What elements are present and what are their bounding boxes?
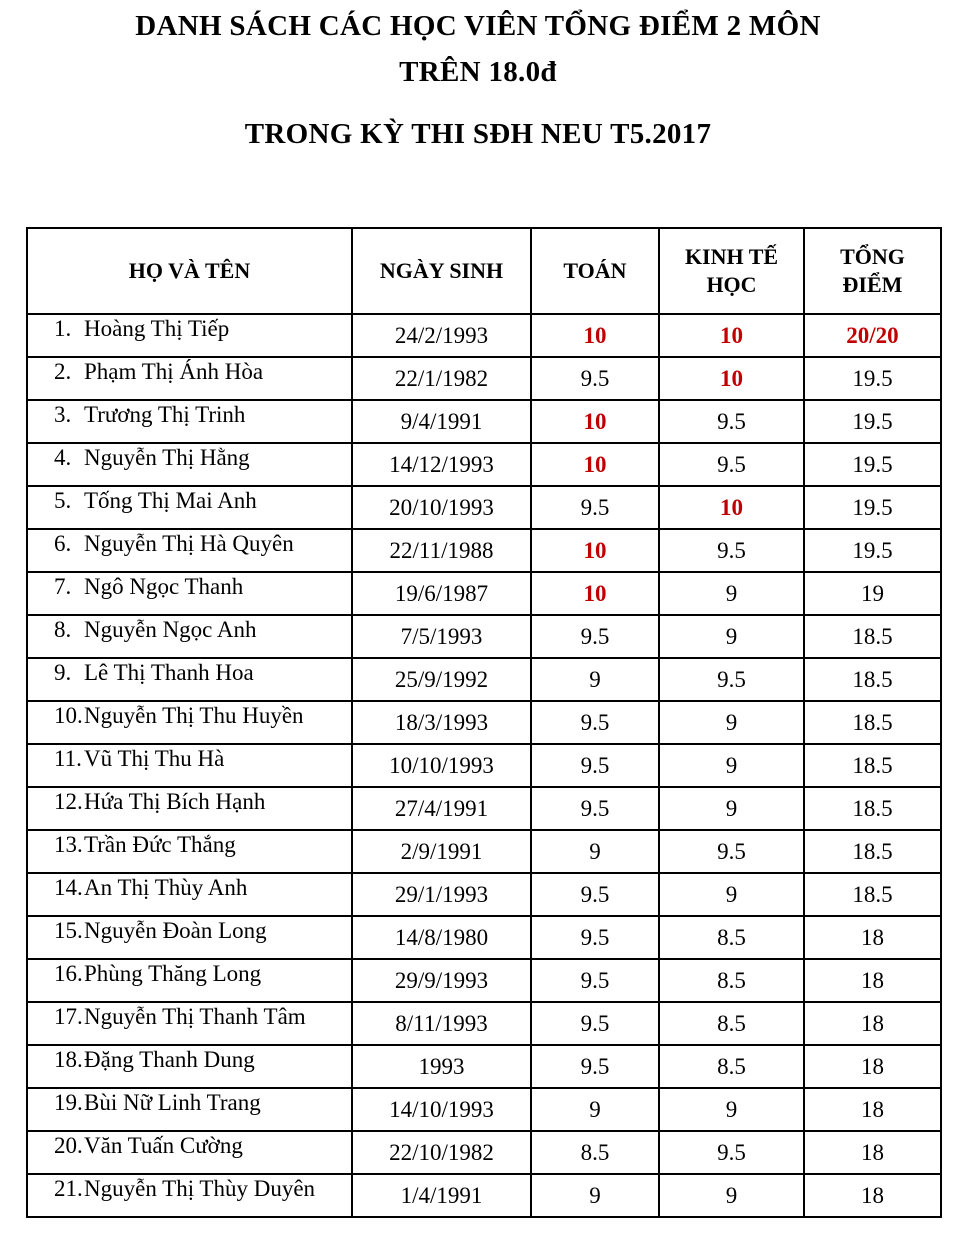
cell-dob (352, 744, 531, 787)
total-score: 18.5 (852, 752, 893, 778)
cell-name (27, 615, 352, 658)
cell-dob (352, 400, 531, 443)
cell-name (27, 830, 352, 873)
dob-value: 14/8/1980 (394, 924, 489, 950)
cell-econ (659, 658, 804, 701)
math-score: 9 (589, 838, 601, 864)
table-row (27, 830, 941, 873)
row-number: 7. (54, 574, 72, 599)
header-econ-line1: KINH TẾ (684, 244, 779, 269)
dob-value: 24/2/1993 (394, 322, 489, 348)
math-score: 9.5 (580, 623, 610, 649)
math-score: 9.5 (580, 1010, 610, 1036)
total-score: 18.5 (852, 881, 893, 907)
dob-value: 18/3/1993 (394, 709, 489, 735)
cell-math (531, 1131, 659, 1174)
header-name: HỌ VÀ TÊN (27, 228, 352, 314)
total-score: 18 (861, 924, 884, 950)
cell-name (27, 959, 352, 1002)
row-number: 20. (54, 1133, 83, 1158)
row-number: 3. (54, 402, 72, 427)
math-score: 9.5 (580, 881, 610, 907)
cell-name (27, 314, 352, 357)
cell-econ (659, 400, 804, 443)
cell-econ (659, 787, 804, 830)
cell-name (27, 1045, 352, 1088)
table-row (27, 357, 941, 400)
cell-math (531, 787, 659, 830)
student-name: Lê Thị Thanh Hoa (84, 660, 254, 685)
cell-total (804, 959, 941, 1002)
header-econ (659, 228, 804, 314)
student-name: Phùng Thăng Long (84, 961, 262, 986)
cell-econ (659, 1131, 804, 1174)
cell-econ (659, 314, 804, 357)
cell-name (27, 658, 352, 701)
cell-total (804, 357, 941, 400)
econ-score: 8.5 (717, 967, 746, 993)
cell-econ (659, 1088, 804, 1131)
table-row (27, 486, 941, 529)
row-number: 17. (54, 1004, 83, 1029)
cell-dob (352, 615, 531, 658)
cell-econ (659, 443, 804, 486)
math-score: 9.5 (580, 795, 610, 821)
total-score: 18 (861, 1096, 884, 1122)
row-number: 8. (54, 617, 72, 642)
student-name: Trương Thị Trinh (84, 402, 246, 427)
math-score: 9.5 (580, 752, 610, 778)
dob-value: 2/9/1991 (400, 838, 483, 864)
row-number: 4. (54, 445, 72, 470)
row-number: 19. (54, 1090, 83, 1115)
total-score: 18 (861, 967, 884, 993)
cell-math (531, 701, 659, 744)
econ-score: 9 (725, 709, 738, 735)
cell-name (27, 916, 352, 959)
cell-total (804, 830, 941, 873)
dob-value: 29/9/1993 (394, 967, 489, 993)
student-name: Nguyễn Đoàn Long (84, 918, 267, 943)
cell-dob (352, 959, 531, 1002)
student-name: An Thị Thùy Anh (84, 875, 248, 900)
table-row (27, 314, 941, 357)
cell-total (804, 744, 941, 787)
cell-math (531, 744, 659, 787)
math-score: 10 (583, 580, 607, 606)
table-row (27, 787, 941, 830)
cell-name (27, 400, 352, 443)
econ-score: 8.5 (717, 924, 746, 950)
table-row (27, 615, 941, 658)
row-number: 11. (54, 746, 82, 771)
total-score: 18 (861, 1182, 884, 1208)
cell-total (804, 572, 941, 615)
table-row (27, 529, 941, 572)
row-number: 14. (54, 875, 83, 900)
math-score: 9 (589, 666, 601, 692)
cell-total (804, 1174, 941, 1217)
econ-score: 10 (720, 494, 743, 520)
cell-dob (352, 314, 531, 357)
total-score: 18 (861, 1139, 884, 1165)
cell-name (27, 1131, 352, 1174)
cell-total (804, 529, 941, 572)
math-score: 10 (583, 537, 607, 563)
student-name: Nguyễn Thị Thanh Tâm (84, 1004, 306, 1029)
table-row (27, 744, 941, 787)
total-score: 19 (861, 580, 884, 606)
student-name: Nguyễn Thị Thùy Duyên (84, 1176, 316, 1201)
row-number: 2. (54, 359, 72, 384)
dob-value: 1993 (418, 1053, 465, 1079)
cell-dob (352, 529, 531, 572)
header-econ-line2: HỌC (706, 272, 757, 297)
cell-name (27, 529, 352, 572)
math-score: 10 (583, 322, 607, 348)
row-number: 21. (54, 1176, 83, 1201)
cell-math (531, 873, 659, 916)
cell-econ (659, 1174, 804, 1217)
math-score: 9 (589, 1182, 601, 1208)
cell-name (27, 873, 352, 916)
dob-value: 22/1/1982 (394, 365, 489, 391)
student-name: Hoàng Thị Tiếp (84, 316, 230, 341)
cell-math (531, 572, 659, 615)
student-name: Nguyễn Ngọc Anh (84, 617, 257, 642)
dob-value: 20/10/1993 (389, 494, 494, 520)
row-number: 10. (54, 703, 83, 728)
cell-total (804, 615, 941, 658)
math-score: 9.5 (580, 924, 610, 950)
cell-math (531, 959, 659, 1002)
cell-total (804, 873, 941, 916)
cell-dob (352, 443, 531, 486)
total-score: 18 (861, 1010, 884, 1036)
dob-value: 9/4/1991 (400, 408, 483, 434)
table-row (27, 658, 941, 701)
econ-score: 9 (725, 1096, 738, 1122)
cell-dob (352, 357, 531, 400)
cell-econ (659, 1002, 804, 1045)
cell-econ (659, 572, 804, 615)
total-score: 19.5 (852, 537, 893, 563)
dob-value: 27/4/1991 (394, 795, 489, 821)
student-name: Bùi Nữ Linh Trang (84, 1090, 261, 1115)
cell-math (531, 615, 659, 658)
econ-score: 9.5 (717, 666, 746, 692)
table-row (27, 1088, 941, 1131)
student-name: Vũ Thị Thu Hà (84, 746, 225, 771)
cell-math (531, 357, 659, 400)
math-score: 9.5 (580, 967, 610, 993)
dob-value: 29/1/1993 (394, 881, 489, 907)
table-row (27, 443, 941, 486)
cell-total (804, 1002, 941, 1045)
econ-score: 9.5 (717, 1139, 746, 1165)
total-score: 18 (861, 1053, 884, 1079)
cell-name (27, 744, 352, 787)
cell-math (531, 314, 659, 357)
header-total (804, 228, 941, 314)
document-subtitle: TRONG KỲ THI SĐH NEU T5.2017 (244, 118, 712, 150)
cell-dob (352, 873, 531, 916)
row-number: 1. (54, 316, 72, 341)
econ-score: 10 (720, 365, 743, 391)
cell-econ (659, 529, 804, 572)
cell-math (531, 443, 659, 486)
results-table (26, 227, 942, 1218)
dob-value: 7/5/1993 (400, 623, 483, 649)
cell-econ (659, 701, 804, 744)
cell-total (804, 1131, 941, 1174)
total-score: 18.5 (852, 623, 893, 649)
cell-total (804, 400, 941, 443)
econ-score: 9 (725, 795, 738, 821)
row-number: 13. (54, 832, 83, 857)
cell-econ (659, 357, 804, 400)
cell-dob (352, 1045, 531, 1088)
student-name: Nguyễn Thị Thu Huyền (84, 703, 304, 728)
table-row (27, 1045, 941, 1088)
student-name: Hứa Thị Bích Hạnh (84, 789, 266, 814)
table-row (27, 916, 941, 959)
cell-total (804, 701, 941, 744)
cell-total (804, 658, 941, 701)
econ-score: 9 (725, 752, 738, 778)
math-score: 9.5 (580, 365, 610, 391)
cell-dob (352, 701, 531, 744)
cell-dob (352, 1131, 531, 1174)
student-name: Văn Tuấn Cường (84, 1133, 243, 1158)
cell-dob (352, 916, 531, 959)
cell-dob (352, 1174, 531, 1217)
econ-score: 9 (725, 623, 738, 649)
cell-dob (352, 830, 531, 873)
cell-math (531, 1174, 659, 1217)
student-name: Nguyễn Thị Hà Quyên (84, 531, 294, 556)
total-score: 19.5 (852, 365, 893, 391)
cell-math (531, 400, 659, 443)
cell-name (27, 787, 352, 830)
table-row (27, 873, 941, 916)
math-score: 8.5 (580, 1139, 610, 1165)
cell-econ (659, 830, 804, 873)
math-score: 9.5 (580, 709, 610, 735)
math-score: 10 (583, 451, 607, 477)
dob-value: 19/6/1987 (394, 580, 489, 606)
econ-score: 9.5 (717, 537, 746, 563)
row-number: 5. (54, 488, 72, 513)
dob-value: 22/10/1982 (389, 1139, 494, 1165)
document-title-line1: DANH SÁCH CÁC HỌC VIÊN TỔNG ĐIỂM 2 MÔN (135, 10, 821, 42)
header-row (27, 228, 941, 314)
econ-score: 9 (725, 580, 738, 606)
cell-math (531, 658, 659, 701)
cell-dob (352, 658, 531, 701)
row-number: 15. (54, 918, 83, 943)
cell-dob (352, 572, 531, 615)
econ-score: 9 (725, 881, 738, 907)
cell-econ (659, 615, 804, 658)
econ-score: 9.5 (717, 838, 746, 864)
student-name: Tống Thị Mai Anh (84, 488, 257, 513)
dob-value: 22/11/1988 (389, 537, 494, 563)
header-dob: NGÀY SINH (352, 228, 531, 314)
math-score: 9.5 (580, 1053, 610, 1079)
cell-name (27, 701, 352, 744)
table-row (27, 1174, 941, 1217)
cell-name (27, 572, 352, 615)
cell-econ (659, 1045, 804, 1088)
cell-name (27, 443, 352, 486)
total-score: 18.5 (852, 709, 893, 735)
student-name: Ngô Ngọc Thanh (84, 574, 244, 599)
cell-math (531, 486, 659, 529)
cell-math (531, 916, 659, 959)
row-number: 12. (54, 789, 83, 814)
table-row (27, 400, 941, 443)
cell-math (531, 1088, 659, 1131)
dob-value: 25/9/1992 (394, 666, 489, 692)
cell-econ (659, 744, 804, 787)
cell-total (804, 314, 941, 357)
document-title-line2: TRÊN 18.0đ (399, 56, 557, 88)
econ-score: 10 (720, 322, 743, 348)
row-number: 18. (54, 1047, 83, 1072)
cell-total (804, 1045, 941, 1088)
row-number: 16. (54, 961, 83, 986)
dob-value: 1/4/1991 (400, 1182, 483, 1208)
total-score: 18.5 (852, 838, 893, 864)
row-number: 6. (54, 531, 72, 556)
cell-dob (352, 1002, 531, 1045)
header-total-line1: TỔNG (840, 244, 905, 269)
total-score: 18.5 (852, 795, 893, 821)
table-row (27, 572, 941, 615)
cell-math (531, 830, 659, 873)
math-score: 10 (583, 408, 607, 434)
cell-econ (659, 873, 804, 916)
cell-total (804, 916, 941, 959)
student-name: Phạm Thị Ánh Hòa (84, 359, 264, 384)
cell-econ (659, 959, 804, 1002)
cell-name (27, 1002, 352, 1045)
econ-score: 9.5 (717, 408, 746, 434)
cell-dob (352, 1088, 531, 1131)
cell-math (531, 1002, 659, 1045)
econ-score: 9 (725, 1182, 738, 1208)
cell-total (804, 486, 941, 529)
cell-total (804, 443, 941, 486)
cell-math (531, 1045, 659, 1088)
dob-value: 10/10/1993 (389, 752, 494, 778)
cell-dob (352, 787, 531, 830)
student-name: Đặng Thanh Dung (84, 1047, 255, 1072)
header-total-line2: ĐIỂM (842, 272, 903, 297)
cell-econ (659, 486, 804, 529)
header-math: TOÁN (531, 228, 659, 314)
cell-total (804, 1088, 941, 1131)
student-name: Nguyễn Thị Hằng (84, 445, 250, 470)
student-name: Trần Đức Thắng (84, 832, 236, 857)
cell-dob (352, 486, 531, 529)
cell-name (27, 486, 352, 529)
cell-name (27, 357, 352, 400)
math-score: 9.5 (580, 494, 610, 520)
total-score: 19.5 (852, 451, 893, 477)
cell-name (27, 1088, 352, 1131)
total-score: 19.5 (852, 408, 893, 434)
cell-name (27, 1174, 352, 1217)
dob-value: 14/12/1993 (389, 451, 494, 477)
cell-total (804, 787, 941, 830)
math-score: 9 (589, 1096, 601, 1122)
dob-value: 14/10/1993 (389, 1096, 494, 1122)
total-score: 18.5 (852, 666, 893, 692)
cell-econ (659, 916, 804, 959)
table-row (27, 1002, 941, 1045)
dob-value: 8/11/1993 (395, 1010, 488, 1036)
table-row (27, 1131, 941, 1174)
total-score: 19.5 (852, 494, 893, 520)
total-score: 20/20 (846, 322, 899, 348)
table-row (27, 959, 941, 1002)
table-row (27, 701, 941, 744)
cell-math (531, 529, 659, 572)
econ-score: 9.5 (717, 451, 746, 477)
econ-score: 8.5 (717, 1053, 746, 1079)
econ-score: 8.5 (717, 1010, 746, 1036)
row-number: 9. (54, 660, 72, 685)
